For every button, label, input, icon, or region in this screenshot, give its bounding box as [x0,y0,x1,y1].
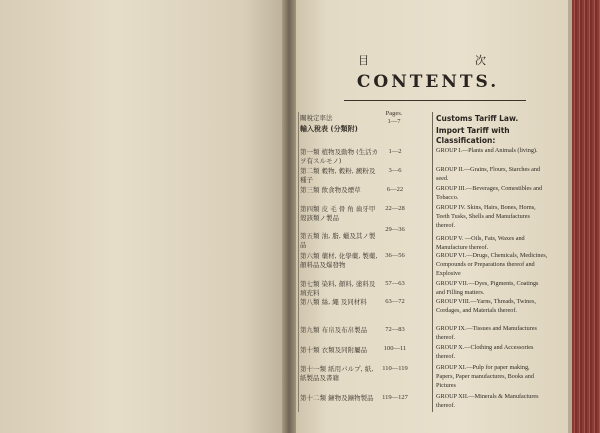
group-pages-8: 63—72 [385,298,405,305]
group-pages-3: 6—22 [386,186,404,193]
group-en-4: GROUP IV. Skins, Hairs, Bones, Horns, Teeth Tusks, Shells and Manufactures thereof. [436,204,536,229]
group-pages-12: 119—127 [382,394,408,401]
group-jp-3: 第三類 飲食物及煙草 [300,186,361,194]
kanji-title [358,52,488,68]
kanji-mokuji-2: 次 [475,54,488,67]
contents-page [288,0,578,433]
group-jp-9: 第九類 布帛及布帛製品 [300,326,368,334]
group-en-5: GROUP V. —Oils, Fats, Waxes and Manufacture thereof. [436,235,525,251]
law-en-2: Import Tariff with Classification: [436,126,510,145]
group-en-12: GROUP XII.—Minerals & Manufactures thereof. [436,393,539,409]
group-jp-2: 第二類 穀物, 穀粉, 澱粉及種子 [300,167,376,184]
group-jp-6: 第六類 藥材, 化學藥, 製藥, 顏料品及爆發物 [300,252,378,269]
kanji-mokuji-1: 目 [358,54,371,67]
left-page-blank [0,0,288,433]
law-en-1: Customs Tariff Law. [436,114,519,123]
group-en-10: GROUP X.—Clothing and Accessories thereof. [436,344,534,360]
law-jp-2: 輸入稅表 (分類附) [300,125,358,133]
left-margin-line [298,112,299,412]
group-en-2: GROUP II.—Grains, Flours, Starches and seed. [436,166,541,182]
pages-label: Pages. [385,110,403,117]
group-jp-11: 第十一類 紙用パルプ, 紙, 紙製品及書籍 [300,365,374,382]
column-divider [432,112,433,412]
group-en-11: GROUP XI.—Pulp for paper making, Papers, Paper manufactures, Books and Pictures [436,364,534,389]
group-jp-5: 第五類 油, 脂, 蠟及其ノ製品 [300,232,376,249]
group-pages-10: 100—11 [383,345,407,352]
group-en-1: GROUP I.—Plants and Animals (living). [436,147,538,154]
group-pages-1: 1—2 [388,148,402,155]
group-jp-1: 第一類 植物及動物 (生活カヲ有スルモノ) [300,148,379,165]
pages-header [380,110,408,126]
group-en-3: GROUP III.—Beverages, Comestibles and Tobacco. [436,185,543,201]
group-jp-8: 第八類 絲, 繩 及同材料 [300,298,367,306]
group-en-9: GROUP IX.—Tissues and Manufactures thereof. [436,325,537,341]
group-jp-7: 第七類 染料, 顏料, 塗料及填充料 [300,280,376,297]
group-jp-10: 第十類 衣類及同附屬品 [300,346,368,354]
page-title: CONTENTS. [356,72,500,92]
group-pages-5: 29—36 [385,226,405,233]
group-pages-7: 57—63 [385,280,405,287]
title-rule [344,100,526,101]
group-en-8: GROUP VIII.—Yarns, Threads, Twines, Cordages, and Materials thereof. [436,298,536,314]
group-jp-4: 第四類 皮 毛 骨 角 齒牙甲殼該類ノ製品 [300,205,376,222]
pages-range: 1—7 [387,118,401,125]
group-pages-6: 36—56 [385,252,405,259]
group-jp-12: 第十二類 鑛物及鑛物製品 [300,394,374,402]
group-pages-4: 22—28 [385,205,405,212]
group-en-6: GROUP VI.—Drugs, Chemicals, Medicines, Compounds or Preparations thereof and Explosive [436,252,548,277]
law-jp-1: 關稅定率法 [300,114,333,122]
group-pages-11: 110—119 [382,365,408,372]
group-en-7: GROUP VII.—Dyes, Pigments, Coatings and Filling matters. [436,280,539,296]
group-pages-2: 3—6 [388,167,402,174]
group-pages-9: 72—83 [385,326,405,333]
